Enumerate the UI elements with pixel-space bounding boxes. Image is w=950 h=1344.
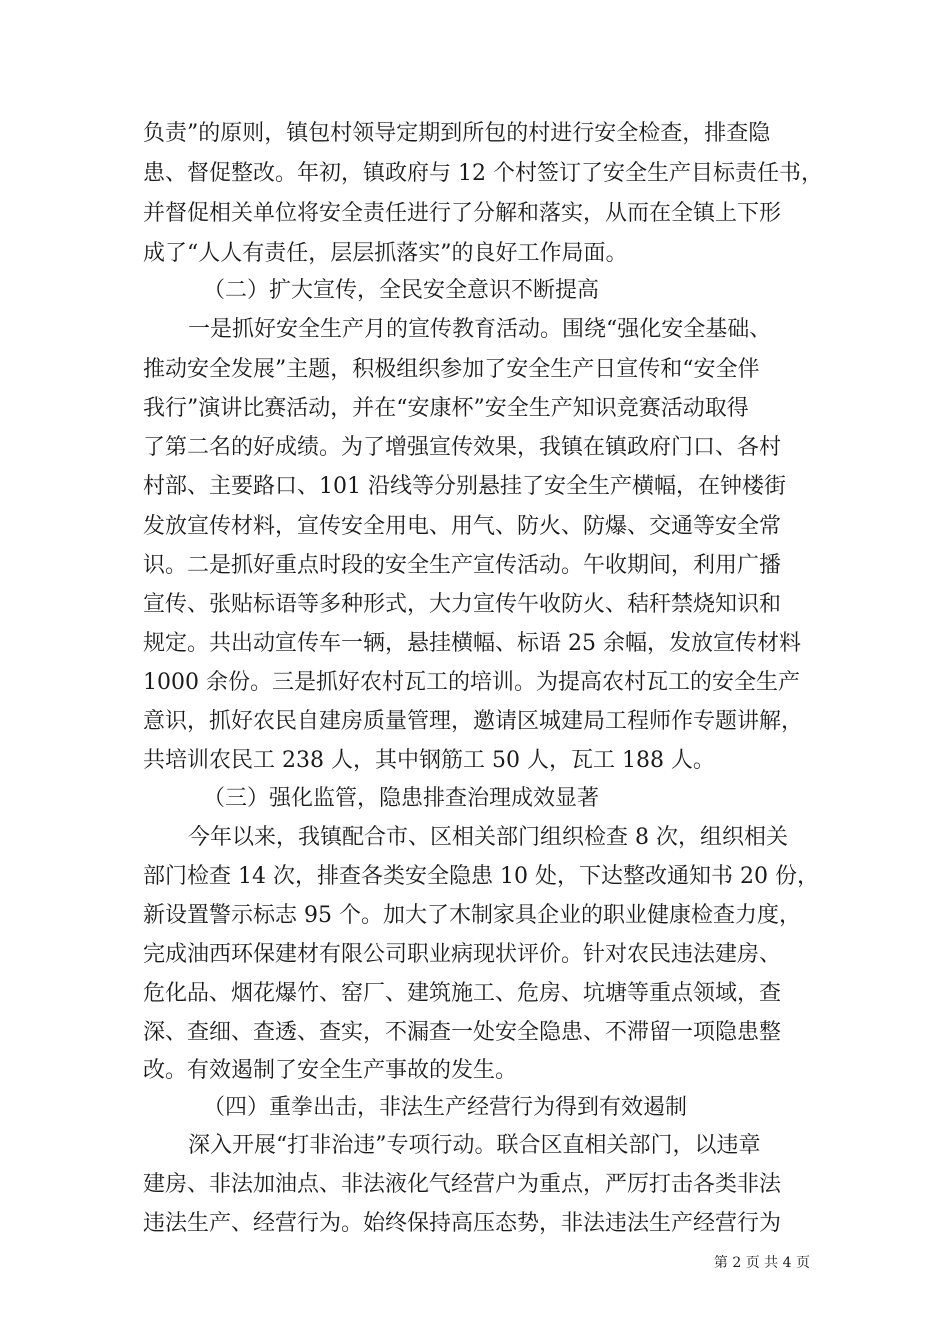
paragraph-line: 危化品、烟花爆竹、窑厂、建筑施工、危房、坑塘等重点领域，查: [143, 981, 782, 1006]
paragraph-line: 共培训农民工 238 人，其中钢筋工 50 人，瓦工 188 人。: [143, 748, 715, 773]
paragraph-line: 完成油西环保建材有限公司职业病现状评价。针对农民违法建房、: [143, 942, 782, 967]
section-heading: （四）重拳出击，非法生产经营行为得到有效遏制: [203, 1095, 688, 1120]
paragraph-line: 改。有效遏制了安全生产事故的发生。: [143, 1058, 518, 1083]
paragraph-line: 了第二名的好成绩。为了增强宣传效果，我镇在镇政府门口、各村: [143, 435, 782, 460]
paragraph-line: 今年以来，我镇配合市、区相关部门组织检查 8 次，组织相关: [188, 825, 788, 850]
paragraph-line: 识。二是抓好重点时段的安全生产宣传活动。午收期间，利用广播: [143, 553, 782, 578]
paragraph-line: 1000 余份。三是抓好农村瓦工的培训。为提高农村瓦工的安全生产: [143, 670, 800, 695]
paragraph-line: 推动安全发展”主题，积极组织参加了安全生产日宣传和“安全伴: [143, 357, 760, 382]
page-number-footer: 第 2 页 共 4 页: [713, 1255, 810, 1271]
paragraph-line: 发放宣传材料，宣传安全用电、用气、防火、防爆、交通等安全常: [143, 514, 782, 539]
paragraph-line: 患、督促整改。年初，镇政府与 12 个村签订了安全生产目标责任书，: [143, 161, 823, 186]
paragraph-line: 我行”演讲比赛活动，并在“安康杯”安全生产知识竞赛活动取得: [143, 396, 749, 421]
paragraph-line: 意识，抓好农民自建房质量管理，邀请区城建局工程师作专题讲解，: [143, 709, 804, 734]
paragraph-line: 深入开展“打非治违”专项行动。联合区直相关部门，以违章: [188, 1133, 761, 1158]
paragraph-line: 宣传、张贴标语等多种形式，大力宣传午收防火、秸秆禁烧知识和: [143, 592, 782, 617]
paragraph-line: 深、查细、查透、查实，不漏查一处安全隐患、不滞留一项隐患整: [143, 1020, 782, 1045]
paragraph-line: 部门检查 14 次，排查各类安全隐患 10 处，下达整改通知书 20 份，: [143, 864, 819, 889]
section-heading: （三）强化监管，隐患排查治理成效显著: [203, 786, 600, 811]
paragraph-line: 村部、主要路口、101 沿线等分别悬挂了安全生产横幅，在钟楼街: [143, 474, 786, 499]
paragraph-line: 新设置警示标志 95 个。加大了木制家具企业的职业健康检查力度，: [143, 903, 801, 928]
paragraph-line: 违法生产、经营行为。始终保持高压态势，非法违法生产经营行为: [143, 1211, 782, 1236]
paragraph-line: 一是抓好安全生产月的宣传教育活动。围绕“强化安全基础、: [188, 317, 772, 342]
paragraph-line: 成了“人人有责任，层层抓落实”的良好工作局面。: [143, 241, 628, 266]
paragraph-line: 并督促相关单位将安全责任进行了分解和落实，从而在全镇上下形: [143, 201, 782, 226]
section-heading: （二）扩大宣传，全民安全意识不断提高: [203, 278, 600, 303]
paragraph-line: 建房、非法加油点、非法液化气经营户为重点，严厉打击各类非法: [143, 1172, 782, 1197]
paragraph-line: 负责”的原则，镇包村领导定期到所包的村进行安全检查，排查隐: [143, 121, 771, 146]
paragraph-line: 规定。共出动宣传车一辆，悬挂横幅、标语 25 余幅，发放宣传材料: [143, 631, 801, 656]
